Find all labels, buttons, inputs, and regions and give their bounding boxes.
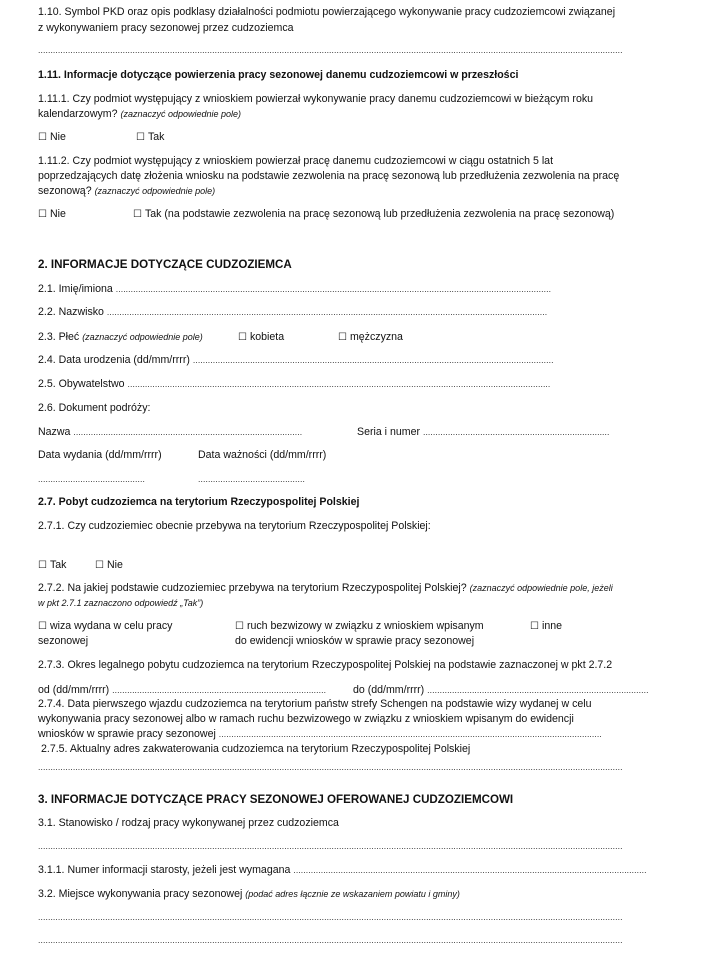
q272-hint-line2: w pkt 2.7.1 zaznaczono odpowiedź „Tak”) xyxy=(38,598,204,608)
field-nazwa-dokumentu[interactable]: Nazwa ............................................................................................ xyxy=(38,426,303,438)
checkbox-icon[interactable]: ☐ xyxy=(235,621,244,632)
s27-title: 2.7. Pobyt cudzoziemca na terytorium Rzeczypospolitej Polskiej xyxy=(38,496,360,508)
q274-line2: wykonywania pracy sezonowej albo w ramach ruchu bezwizowego w związku z wnioskiem wpisanym do ewidencji xyxy=(38,713,574,725)
data-wydania-label: Data wydania (dd/mm/rrrr) xyxy=(38,449,162,461)
q275-answer-line[interactable]: ........................................................................................................................................................................................................................................... xyxy=(38,762,623,772)
field-numer-informacji-starosty[interactable]: 3.1.1. Numer informacji starosty, jeżeli jest wymagana .............................................................................................................................................. xyxy=(38,864,647,876)
field-imie[interactable]: 2.1. Imię/imiona ............................................................................................................................................................................... xyxy=(38,283,552,295)
field-data-wydania[interactable]: ........................................... xyxy=(38,474,145,484)
checkbox-icon[interactable]: ☐ xyxy=(136,132,145,143)
q274-line1: 2.7.4. Data pierwszego wjazdu cudzoziemca na terytorium państw strefy Schengen na podstawie wizy wydanej w celu xyxy=(38,698,592,710)
checkbox-icon[interactable]: ☐ xyxy=(38,209,47,220)
q271-text: 2.7.1. Czy cudzoziemiec obecnie przebywa na terytorium Rzeczypospolitej Polskiej: xyxy=(38,520,431,532)
checkbox-icon[interactable]: ☐ xyxy=(38,621,47,632)
checkbox-icon[interactable]: ☐ xyxy=(38,132,47,143)
q272-line1: 2.7.2. Na jakiej podstawie cudzoziemiec przebywa na terytorium Rzeczypospolitej Polskiej? (zaznaczyć odpowiednie pole, jeżeli xyxy=(38,582,613,594)
plec-option-mezczyzna[interactable]: ☐ mężczyzna xyxy=(338,331,403,343)
q1112-hint: (zaznaczyć odpowiednie pole) xyxy=(94,186,216,196)
q272-option-ruch[interactable]: ☐ ruch bezwizowy w związku z wnioskiem wpisanym xyxy=(235,620,484,632)
f31-answer-line[interactable]: ........................................................................................................................................................................................................................................... xyxy=(38,841,623,851)
q273-text: 2.7.3. Okres legalnego pobytu cudzoziemca na terytorium Rzeczypospolitej Polskiej na podstawie zaznaczonej w pkt 2.7.2 xyxy=(38,659,613,671)
q1112-line3: sezonową? (zaznaczyć odpowiednie pole) xyxy=(38,185,216,197)
plec-hint: (zaznaczyć odpowiednie pole) xyxy=(82,332,203,342)
field-data-waznosci[interactable]: ........................................... xyxy=(198,474,305,484)
s110-line1: 1.10. Symbol PKD oraz opis podklasy działalności podmiotu powierzającego wykonywanie pracy cudzoziemcowi związanej xyxy=(38,6,616,18)
q272-option-wiza[interactable]: ☐ wiza wydana w celu pracy xyxy=(38,620,173,632)
q1111-option-nie[interactable]: ☐ Nie xyxy=(38,131,66,143)
field-do[interactable]: do (dd/mm/rrrr) ......................................................................................... xyxy=(353,684,649,696)
field-obywatelstwo[interactable]: 2.5. Obywatelstwo .......................................................................................................................................................................... xyxy=(38,378,551,390)
s111-title: 1.11. Informacje dotyczące powierzenia pracy sezonowej danemu cudzoziemcowi w przeszłości xyxy=(38,69,519,81)
q1112-line1: 1.11.2. Czy podmiot występujący z wnioskiem powierzał pracę danemu cudzoziemcowi w ciągu ostatnich 5 lat xyxy=(38,155,554,167)
field-data-urodzenia[interactable]: 2.4. Data urodzenia (dd/mm/rrrr) ................................................................................................................................................. xyxy=(38,354,554,366)
q272-hint: (zaznaczyć odpowiednie pole, jeżeli xyxy=(469,583,613,593)
checkbox-icon[interactable]: ☐ xyxy=(338,332,347,343)
field-nazwisko[interactable]: 2.2. Nazwisko ................................................................................................................................................................................. xyxy=(38,306,548,318)
f31-label: 3.1. Stanowisko / rodzaj pracy wykonywanej przez cudzoziemca xyxy=(38,817,339,829)
s110-answer-line[interactable]: ........................................................................................................................................................................................................................................... xyxy=(38,45,623,55)
q1111-hint: (zaznaczyć odpowiednie pole) xyxy=(120,109,242,119)
q272-option-wiza-line2: sezonowej xyxy=(38,635,89,647)
q271-option-tak[interactable]: ☐ Tak xyxy=(38,559,67,571)
checkbox-icon[interactable]: ☐ xyxy=(530,621,539,632)
plec-option-kobieta[interactable]: ☐ kobieta xyxy=(238,331,285,343)
section2-title: 2. INFORMACJE DOTYCZĄCE CUDZOZIEMCA xyxy=(38,258,292,271)
q271-option-nie[interactable]: ☐ Nie xyxy=(95,559,123,571)
field-seria-numer[interactable]: Seria i numer ........................................................................... xyxy=(357,426,610,438)
s110-line2: z wykonywaniem pracy sezonowej przez cudzoziemca xyxy=(38,22,294,34)
data-waznosci-label: Data ważności (dd/mm/rrrr) xyxy=(198,449,327,461)
q274-line3[interactable]: wniosków w sprawie pracy sezonowej .......................................................................................................................................................... xyxy=(38,728,602,740)
f32-hint: (podać adres łącznie ze wskazaniem powiatu i gminy) xyxy=(245,889,460,899)
q1111-line1: 1.11.1. Czy podmiot występujący z wnioskiem powierzał wykonywanie pracy danemu cudzoziemcowi w bieżącym roku xyxy=(38,93,594,105)
dokument-podrozy-label: 2.6. Dokument podróży: xyxy=(38,402,151,414)
q275-text: 2.7.5. Aktualny adres zakwaterowania cudzoziemca na terytorium Rzeczypospolitej Polskiej xyxy=(41,743,471,755)
checkbox-icon[interactable]: ☐ xyxy=(95,560,104,571)
checkbox-icon[interactable]: ☐ xyxy=(133,209,142,220)
q1112-line2: poprzedzających datę złożenia wniosku na podstawie zezwolenia na pracę sezonową lub przedłużenia zezwolenia na pracę xyxy=(38,170,620,182)
q1112-option-tak[interactable]: ☐ Tak (na podstawie zezwolenia na pracę sezonową lub przedłużenia zezwolenia na pracę sezonową) xyxy=(133,208,615,220)
field-plec-label: 2.3. Płeć (zaznaczyć odpowiednie pole) xyxy=(38,331,203,343)
checkbox-icon[interactable]: ☐ xyxy=(38,560,47,571)
field-od[interactable]: od (dd/mm/rrrr) ...................................................................................... xyxy=(38,684,327,696)
q1111-option-tak[interactable]: ☐ Tak xyxy=(136,131,165,143)
f32-label: 3.2. Miejsce wykonywania pracy sezonowej (podać adres łącznie ze wskazaniem powiatu i gminy) xyxy=(38,888,460,900)
q1112-option-nie[interactable]: ☐ Nie xyxy=(38,208,66,220)
q272-option-inne[interactable]: ☐ inne xyxy=(530,620,562,632)
section3-title: 3. INFORMACJE DOTYCZĄCE PRACY SEZONOWEJ OFEROWANEJ CUDZOZIEMCOWI xyxy=(38,793,514,806)
q1111-line2: kalendarzowym? (zaznaczyć odpowiednie pole) xyxy=(38,108,242,120)
f32-answer-line-1[interactable]: ........................................................................................................................................................................................................................................... xyxy=(38,912,623,922)
q272-option-ruch-line2: do ewidencji wniosków w sprawie pracy sezonowej xyxy=(235,635,475,647)
f32-answer-line-2[interactable]: ........................................................................................................................................................................................................................................... xyxy=(38,935,623,945)
checkbox-icon[interactable]: ☐ xyxy=(238,332,247,343)
